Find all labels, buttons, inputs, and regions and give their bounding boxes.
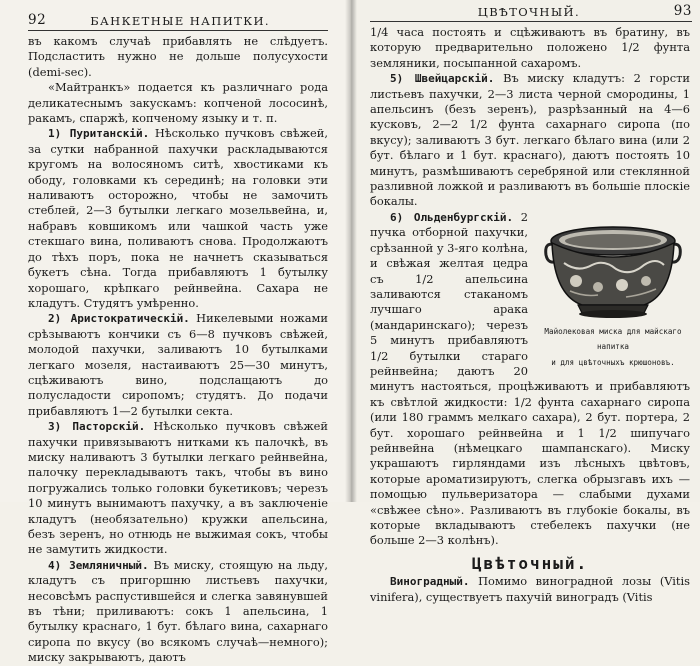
recipe-puritan: 1) Пуританскій. Нѣсколько пучковъ свѣжей, за сутки набранной пахучки раскладываются кругомъ на волосяномъ ситѣ, хвостиками къ ободу, головками къ серединѣ; на головки эти наливаютъ осторожно, чтобы не замочить стеблей, 2—3 бутылки легкаго мозельвейна, и, набравъ ковшикомъ или чашкой часть уже стекшаго вина, поливаютъ снова. Продолжаютъ до тѣхъ поръ, пока не начнетъ сказываться букетъ сѣна. Тогда прибавляютъ 1 бутылку хорошаго, крѣпкаго рейнвейна. Сахара не кладутъ. Студятъ умѣренно. [28,126,329,310]
recipe-label: 3) Пасторскій. [48,420,146,434]
recipe-label: 6) Ольденбургскій. [390,210,514,224]
recipe-strawberry: 4) Земляничный. Въ миску, стоящую на льду, кладутъ съ пригоршню листьевъ пахучки, несовсѣмъ распустившейся и слегка завянувшей въ тѣни; приливаютъ: сокъ 1 апельсина, 1 бутылку краснаго, 1 бут. бѣлаго вина, сахарнаго сиропа по вкусу (во всякомъ случаѣ—немного); миску закрываютъ, даютъ [28,557,329,665]
left-page-number: 92 [28,12,47,28]
recipe-oldenburg: Майолековая миска для майскаго напитка и для цвѣточныхъ крюшоновъ. 6) Ольденбургскій. 2 пучка отборной пахучки, срѣзанной у 3-яго колѣна, и свѣжая желтая цедра съ 1/2 апельсина заливаются стаканомъ лучшаго арака (мандаринскаго); черезъ 5 минутъ прибавляютъ 1/2 бутылки стараго рейнвейна; даютъ 20 минутъ настояться, процѣживаютъ и прибавляютъ къ свѣтлой жидкости: 1/2 фунта сахарнаго сиропа (или 180 граммъ мелкаго сахара), 2 бут. портера, 2 бут. хорошаго рейнвейна и 1 1/2 шипучаго рейнвейна (нѣмецкаго шампанскаго). Миску украшаютъ гирляндами изъ лѣсныхъ цвѣтовъ, которые ароматизируютъ, слегка обрызгавъ ихъ — помощью пульверизатора — слабыми духами «свѣжее сѣно». Разливаютъ въ глубокіе бокалы, въ которые вкладываютъ стебелекъ пахучки (не больше 2—3 колѣнъ). [370,209,690,548]
bowl-illustration [534,211,692,323]
right-page [350,0,700,604]
recipe-swiss: 5) Швейцарскій. Въ миску кладутъ: 2 горсти листьевъ пахучки, 2—3 листа черной смородины, 1 апельсинъ (безъ зеренъ), разрѣзанный на 4—6 кусковъ, 2—2 1/2 фунта сахарнаго сиропа (по вкусу); заливаютъ 3 бут. легкаго бѣлаго вина (или 2 бут. бѣлаго и 1 бут. краснаго), даютъ постоять 10 минутъ, размѣшиваютъ серебряной или стеклянной разливной ложкой и разливаютъ въ большіе плоскіе бокалы. [370,71,690,209]
recipe-aristocratic: 2) Аристократическій. Никелевыми ножами срѣзываютъ кончики съ 6—8 пучковъ свѣжей, молодой пахучки, заливаютъ 10 бутылками легкаго мозеля, настаиваютъ 25—30 минутъ, сцѣживаютъ вино, подслащаютъ до полусладости сиропомъ; студятъ. До подачи прибавляютъ 1—2 бутылки секта. [28,311,328,418]
paragraph: 1/4 часа постоять и сцѣживаютъ въ братину, въ которую предварительно положено 1/2 фунта земляники, посыпанной сахаромъ. [370,25,690,70]
left-page-header [28,12,328,31]
recipe-label: 1) Пуританскій. [48,127,150,141]
recipe-label: 4) Земляничный. [48,558,149,572]
paragraph-grape: Виноградный. Помимо виноградной лозы (Vitis vinifera), существуетъ пахучій виноградъ (Vitis [370,574,690,604]
recipe-pastor: 3) Пасторскій. Нѣсколько пучковъ свѣжей пахучки привязываютъ нитками къ палочкѣ, въ миску наливаютъ 3 бутылки легкаго рейнвейна, палочку перекладываютъ такъ, чтобы въ вино погружались только головки букетиковъ; черезъ 10 минутъ вынимаютъ пахучку, а въ заключеніе кладутъ (необязательно) кружки апельсина, безъ зеренъ, но отнюдь не выжимая сокъ, чтобы не замутить жидкости. [28,419,329,557]
paragraph: въ какомъ случаѣ прибавлять не слѣдуетъ. Подсластить нужно не дольше полусухости (demi-sec). [28,34,328,79]
recipe-label: 5) Швейцарскій. [390,72,495,86]
recipe-label: Виноградный. [390,575,470,589]
left-page-body [28,34,328,666]
paragraph: «Майтранкъ» подается къ различнаго рода деликатеснымъ закускамъ: копченой лососинѣ, ракамъ, спаржѣ, копченому языку и т. п. [28,80,328,126]
right-running-title: ЦВѢТОЧНЫЙ. [477,5,581,19]
majolica-bowl-figure [534,211,692,369]
figure-caption: Майолековая миска для майскаго напитка и для цвѣточныхъ крюшоновъ. [544,326,682,367]
right-page-body [370,25,690,605]
section-heading: Цвѣточный. [471,553,589,573]
right-page-number: 93 [673,3,692,19]
left-page [0,0,350,665]
left-running-title: БАНКЕТНЫЕ НАПИТКИ. [90,14,270,28]
right-page-header [370,3,692,22]
recipe-label: 2) Аристократическій. [48,312,190,326]
book-gutter [345,0,357,502]
